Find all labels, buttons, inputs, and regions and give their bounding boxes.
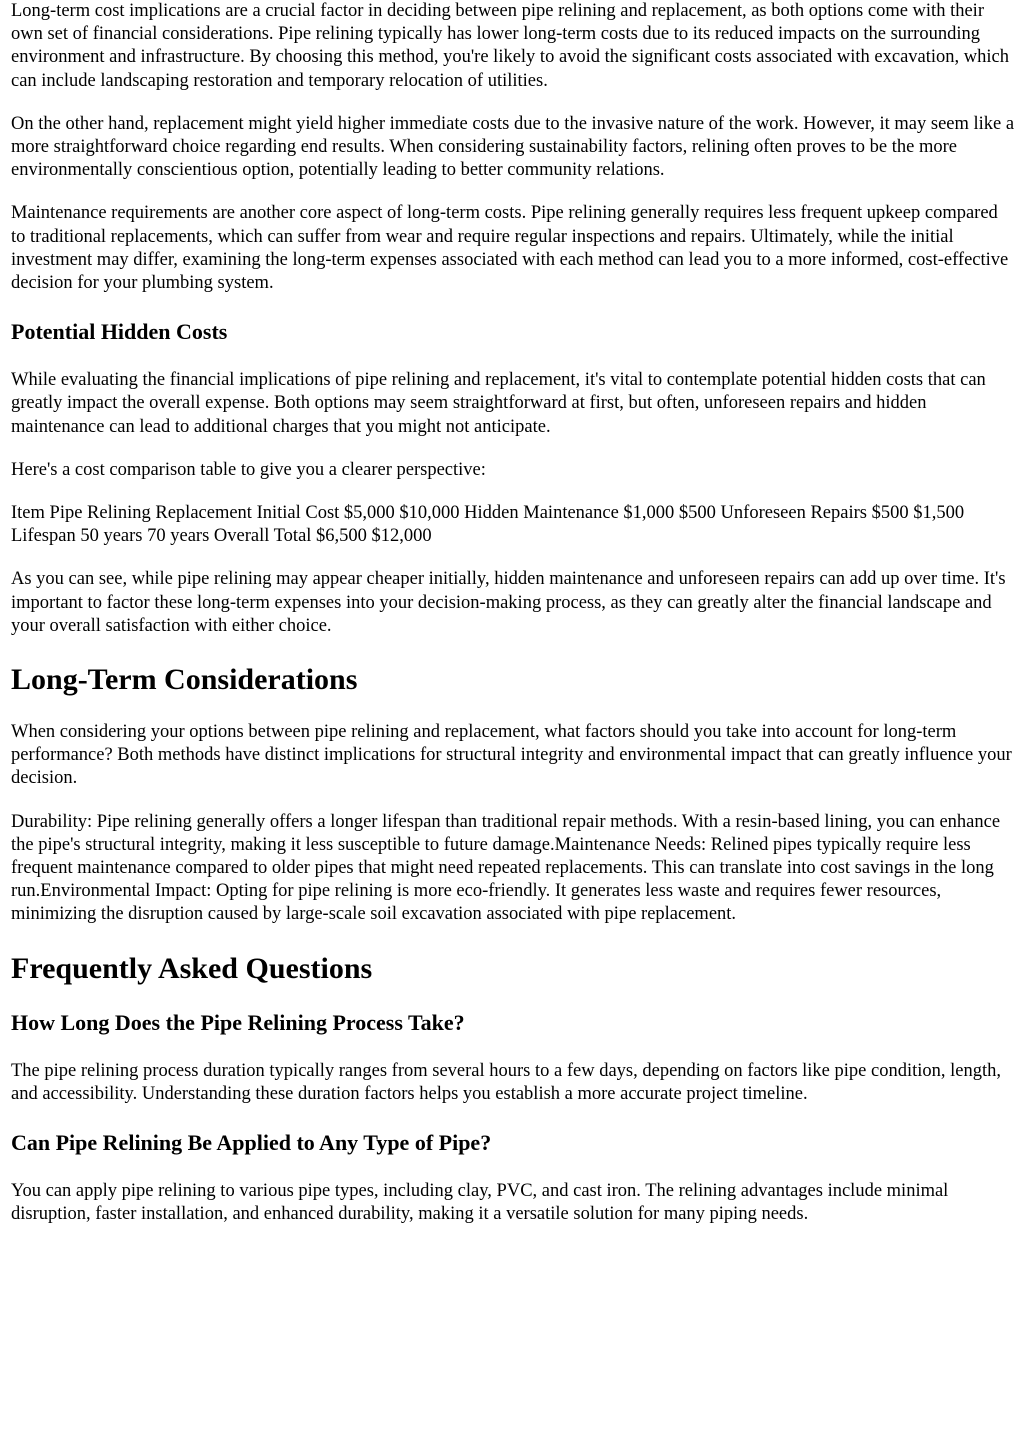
paragraph-hidden-costs-intro: While evaluating the financial implications of pipe relining and replacement, it's vital to contemplate potential hidden costs that can greatly impact the overall expense. Both options may seem straightforward at first, but often, unforeseen repairs and hidden maintenance can lead to additional charges that you might not anticipate.	[11, 370, 986, 437]
heading-potential-hidden-costs: Potential Hidden Costs	[11, 319, 228, 345]
faq-answer-process-duration: The pipe relining process duration typically ranges from several hours to a few days, depending on factors like pipe condition, length, and accessibility. Understanding these duration factors helps you establish a more accurate project timeline.	[11, 1060, 1001, 1104]
paragraph-table-intro: Here's a cost comparison table to give you a clearer perspective:	[11, 459, 486, 480]
paragraph-long-term-factors: Durability: Pipe relining generally offers a longer lifespan than traditional repair methods. With a resin-based lining, you can enhance the pipe's structural integrity, making it less susceptible to future damage.Maintenance Needs: Relined pipes typically require less frequent maintenance compared to older pipes that might need repeated replacements. This can translate into cost savings in the long run.Environmental Impact: Opting for pipe relining is more eco-friendly. It generates less waste and requires fewer resources, minimizing the disruption caused by large-scale soil excavation associated with pipe replacement.	[11, 811, 1001, 925]
paragraph-replacement-cost: On the other hand, replacement might yield higher immediate costs due to the invasive nature of the work. However, it may seem like a more straightforward choice regarding end results. When considering sustainability factors, relining often proves to be the more environmentally conscientious option, potentially leading to better community relations.	[11, 113, 1015, 181]
faq-question-process-duration: How Long Does the Pipe Relining Process Take?	[11, 1009, 465, 1035]
paragraph-hidden-costs-conclusion: As you can see, while pipe relining may appear cheaper initially, hidden maintenance and unforeseen repairs can add up over time. It's important to factor these long-term expenses into your decision-making process, as they can greatly alter the financial landscape and your overall satisfaction with either choice.	[11, 569, 1006, 636]
paragraph-maintenance: Maintenance requirements are another core aspect of long-term costs. Pipe relining generally requires less frequent upkeep compared to traditional replacements, which can suffer from wear and require regular inspections and repairs. Ultimately, while the initial investment may differ, examining the long-term expenses associated with each method can lead you to a more informed, cost-effective decision for your plumbing system.	[11, 203, 1009, 294]
paragraph-long-term-cost: Long-term cost implications are a crucial factor in deciding between pipe relining and replacement, as both options come with their own set of financial considerations. Pipe relining typically has lower long-term costs due to its reduced impacts on the surrounding environment and infrastructure. By choosing this method, you're likely to avoid the significant costs associated with excavation, which can include landscaping restoration and temporary relocation of utilities.	[11, 1, 1009, 91]
heading-frequently-asked-questions: Frequently Asked Questions	[11, 951, 373, 985]
faq-question-pipe-types: Can Pipe Relining Be Applied to Any Type of Pipe?	[11, 1130, 492, 1156]
cost-comparison-table-text: Item Pipe Relining Replacement Initial Cost $5,000 $10,000 Hidden Maintenance $1,000 $500 Unforeseen Repairs $500 $1,500 Lifespan 50 years 70 years Overall Total $6,500 $12,000	[11, 503, 965, 547]
faq-answer-pipe-types: You can apply pipe relining to various pipe types, including clay, PVC, and cast iron. The relining advantages include minimal disruption, faster installation, and enhanced durability, making it a versatile solution for many piping needs.	[11, 1181, 949, 1225]
paragraph-long-term-intro: When considering your options between pipe relining and replacement, what factors should you take into account for long-term performance? Both methods have distinct implications for structural integrity and environmental impact that can greatly influence your decision.	[11, 722, 1012, 789]
heading-long-term-considerations: Long-Term Considerations	[11, 663, 358, 697]
